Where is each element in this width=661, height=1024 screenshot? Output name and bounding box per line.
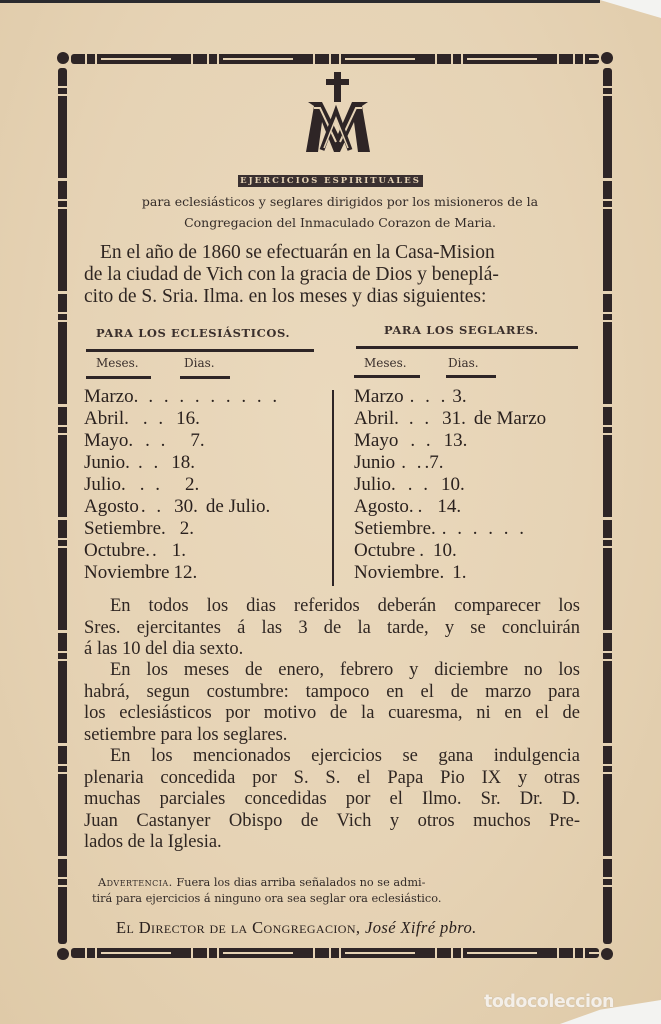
leader-dots: . . (408, 408, 433, 429)
paragraph-line: Sres. ejercitantes á las 3 de la tarde, y se concluirán (84, 617, 580, 638)
intro-line: de la ciudad de Vich con la gracia de Dios y beneplá- (84, 264, 499, 285)
marian-monogram-icon (300, 72, 376, 158)
signature-name: José Xifré pbro. (365, 918, 477, 937)
day: 10. (432, 540, 457, 561)
schedule-row (84, 496, 270, 518)
leader-dots: . . (139, 474, 163, 495)
paragraph-schedule-times (84, 596, 580, 661)
col-header-months: Meses. (364, 356, 407, 370)
month: Setiembre. (84, 518, 166, 539)
leader-dots: . . (410, 430, 434, 451)
border-top (71, 54, 599, 64)
col-header-days: Dias. (448, 356, 479, 370)
schedule-row (84, 430, 205, 452)
paragraph-line: setiembre para los seglares. (84, 724, 288, 745)
schedule-row (354, 474, 465, 496)
day: 31. (442, 408, 466, 429)
paragraph-line: En los meses de enero, febrero y diciembre no los (110, 660, 580, 680)
leader-dots: . . (145, 430, 169, 451)
month: Junio. (84, 452, 130, 473)
day: 2. (184, 474, 200, 495)
leader-dots: . . . (409, 386, 449, 407)
schedule-row (84, 518, 194, 540)
col-header-months: Meses. (96, 356, 139, 370)
paragraph-line: En todos los dias referidos deberán comparecer los (110, 596, 580, 616)
divider-rule (86, 376, 151, 379)
schedule-row (354, 430, 467, 452)
column-divider (332, 390, 334, 586)
month: Julio. (354, 474, 396, 495)
scan-edge (0, 0, 600, 3)
subtitle-line-2: Congregacion del Inmaculado Corazon de Maria. (184, 215, 496, 230)
month: Marzo (354, 386, 404, 407)
paragraph-line: muchas parciales concedidas por el Ilmo. Sr. Dr. D. (84, 789, 580, 809)
intro-line: En el año de 1860 se efectuarán en la Casa-Mision (100, 242, 495, 263)
month: Octubre. (84, 540, 150, 561)
day: 12. (173, 562, 198, 583)
corner-ornament (57, 52, 69, 64)
heading-eclesiasticos: PARA LOS ECLESIÁSTICOS. (96, 326, 291, 340)
schedule-row (354, 562, 466, 584)
paragraph-line: Juan Castanyer Obispo de Vich y otros muchos Pre- (84, 810, 580, 831)
month: Agosto (84, 496, 139, 517)
day: 2. (179, 518, 195, 539)
leader-dots: . (417, 496, 426, 517)
schedule-row (84, 452, 195, 474)
month: Abril. (354, 408, 399, 429)
schedule-row (354, 496, 461, 518)
divider-rule (180, 376, 230, 379)
note: de Marzo (473, 408, 547, 429)
paragraph-excluded-months (84, 660, 580, 746)
leader-dots: . . . . . . (441, 518, 528, 539)
corner-ornament (57, 948, 69, 960)
day: 13. (443, 430, 468, 451)
schedule-row (84, 408, 200, 430)
subtitle-line-1: para eclesiásticos y seglares dirigidos por los misioneros de la (141, 194, 539, 209)
document-title (0, 172, 661, 187)
schedule-row (84, 386, 280, 408)
month: Marzo. (84, 386, 139, 407)
day: 1. (452, 562, 467, 583)
day: 14. (437, 496, 462, 517)
month: Agosto. (354, 496, 414, 517)
paragraph-line: lados de la Iglesia. (84, 832, 222, 852)
paragraph-line: á las 10 del dia sexto. (84, 639, 244, 659)
day: 16. (176, 408, 200, 429)
day: 10. (440, 474, 465, 495)
warning-text: Fuera los dias arriba señalados no se admi- (176, 876, 426, 889)
day: 30. (174, 496, 198, 517)
schedule-row (354, 408, 546, 430)
leader-dots: . . (137, 452, 162, 473)
month: Setiembre. (354, 518, 436, 539)
divider-rule (354, 375, 420, 378)
warning-text: tirá para ejercicios á ninguno ora sea seglar ora eclesiástico. (92, 892, 442, 905)
leader-dots: . . . . . . . . . (148, 386, 281, 407)
schedule-row (84, 562, 197, 584)
month: Noviembre (84, 562, 170, 583)
title-text: EJERCICIOS ESPIRITUALES (240, 176, 421, 186)
leader-dots: . . (142, 408, 167, 429)
leader-dots: . . (407, 474, 431, 495)
month: Mayo. (84, 430, 134, 451)
schedule-row (354, 452, 443, 474)
signature-title: El Director de la Congregacion, (116, 918, 361, 937)
paragraph-line: En los mencionados ejercicios se gana indulgencia (110, 746, 580, 766)
signature (116, 918, 477, 938)
leader-dots: . . (140, 496, 165, 517)
day: .7. (424, 452, 444, 473)
divider-rule (446, 375, 496, 378)
col-header-days: Dias. (184, 356, 215, 370)
schedule-row (84, 540, 186, 562)
month: Octubre (354, 540, 416, 561)
corner-ornament (601, 52, 613, 64)
paragraph-indulgences (84, 746, 580, 854)
day: 1. (171, 540, 186, 561)
warning-note (92, 875, 576, 907)
schedule-row (84, 474, 199, 496)
schedule-row (354, 518, 527, 540)
day: 7. (190, 430, 205, 451)
intro-paragraph (84, 242, 584, 308)
divider-rule (86, 349, 314, 352)
note: de Julio. (205, 496, 271, 517)
month: Abril. (84, 408, 129, 429)
watermark: todocoleccion (484, 992, 614, 1012)
border-bottom (71, 948, 599, 958)
divider-rule (356, 346, 578, 349)
day: 18. (171, 452, 195, 473)
month: Junio (354, 452, 396, 473)
paragraph-line: los eclesiásticos por motivo de la cuaresma, ni en el de (84, 703, 580, 723)
schedule-row (354, 540, 457, 562)
leader-dots: . (151, 540, 160, 561)
border-left (58, 68, 67, 944)
month: Noviembre. (354, 562, 445, 583)
day: 3. (452, 386, 467, 407)
intro-line: cito de S. Sria. Ilma. en los meses y dias siguientes: (84, 286, 487, 307)
warning-label: Advertencia. (98, 876, 173, 889)
paragraph-line: plenaria concedida por S. S. el Papa Pio IX y otras (84, 767, 580, 788)
month: Mayo (354, 430, 399, 451)
leader-dots: . . (401, 452, 425, 473)
schedule-row (354, 386, 467, 408)
heading-seglares: PARA LOS SEGLARES. (384, 323, 539, 337)
month: Julio. (84, 474, 126, 495)
paragraph-line: habrá, segun costumbre: tampoco en el de marzo para (84, 681, 580, 702)
leader-dots: . (419, 540, 427, 561)
corner-ornament (601, 948, 613, 960)
